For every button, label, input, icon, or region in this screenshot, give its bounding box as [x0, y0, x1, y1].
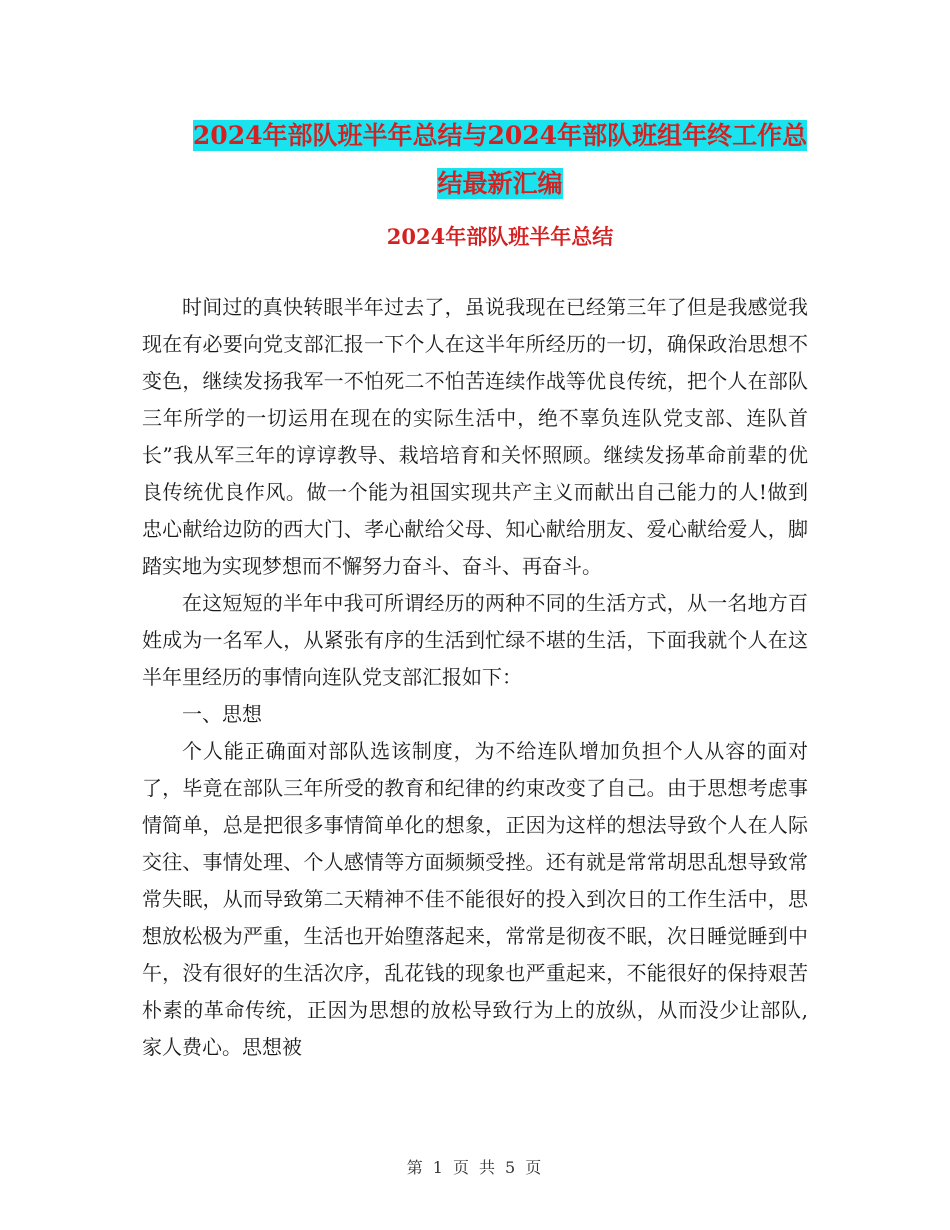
document-title	[150, 112, 850, 208]
footer-prefix: 第	[406, 1158, 425, 1177]
section-title: 2024年部队班半年总结	[386, 224, 614, 249]
footer-suffix: 页	[525, 1158, 544, 1177]
section-heading: 一、思想	[182, 702, 262, 726]
page-footer	[0, 1155, 950, 1178]
body-text	[142, 289, 808, 1066]
paragraph: 在这短短的半年中我可所谓经历的两种不同的生活方式，从一名地方百姓成为一名军人，从紧张有序的生活到忙绿不堪的生活，下面我就个人在这半年里经历的事情向连队党支部汇报如下：	[142, 591, 808, 689]
footer-total-label: 共	[479, 1158, 498, 1177]
document-title-line-1: 2024年部队班半年总结与2024年部队班组年终工作总	[192, 121, 808, 150]
paragraph: 个人能正确面对部队选该制度，为不给连队增加负担个人从容的面对了，毕竟在部队三年所受的教育和纪律的约束改变了自己。由于思想考虑事情简单，总是把很多事情简单化的想象，正因为这样的想法导致个人在人际交往、事情处理、个人感情等方面频频受挫。还有就是常常胡思乱想导致常常失眠，从而导致第二天精神不佳不能很好的投入到次日的工作生活中，思想放松极为严重，生活也开始堕落起来，常常是彻夜不眠，次日睡觉睡到中午，没有很好的生活次序，乱花钱的现象也严重起来，不能很好的保持艰苦朴素的革命传统，正因为思想的放松导致行为上的放纵，从而没少让部队,家人费心。思想被	[142, 739, 808, 1059]
document-title-line-2: 结最新汇编	[437, 169, 563, 198]
paragraph: 时间过的真快转眼半年过去了，虽说我现在已经第三年了但是我感觉我现在有必要向党支部汇报一下个人在这半年所经历的一切，确保政治思想不变色，继续发扬我军一不怕死二不怕苦连续作战等优良传统，把个人在部队三年所学的一切运用在现在的实际生活中，绝不辜负连队党支部、连队首长”我从军三年的谆谆教导、栽培培育和关怀照顾。继续发扬革命前辈的优良传统优良作风。做一个能为祖国实现共产主义而献出自己能力的人!做到忠心献给边防的西大门、孝心献给父母、知心献给朋友、爱心献给爱人，脚踏实地为实现梦想而不懈努力奋斗、奋斗、再奋斗。	[142, 295, 808, 578]
footer-total-pages: 5	[505, 1158, 518, 1177]
footer-page-number: 1	[432, 1158, 445, 1177]
footer-page-label: 页	[452, 1158, 471, 1177]
